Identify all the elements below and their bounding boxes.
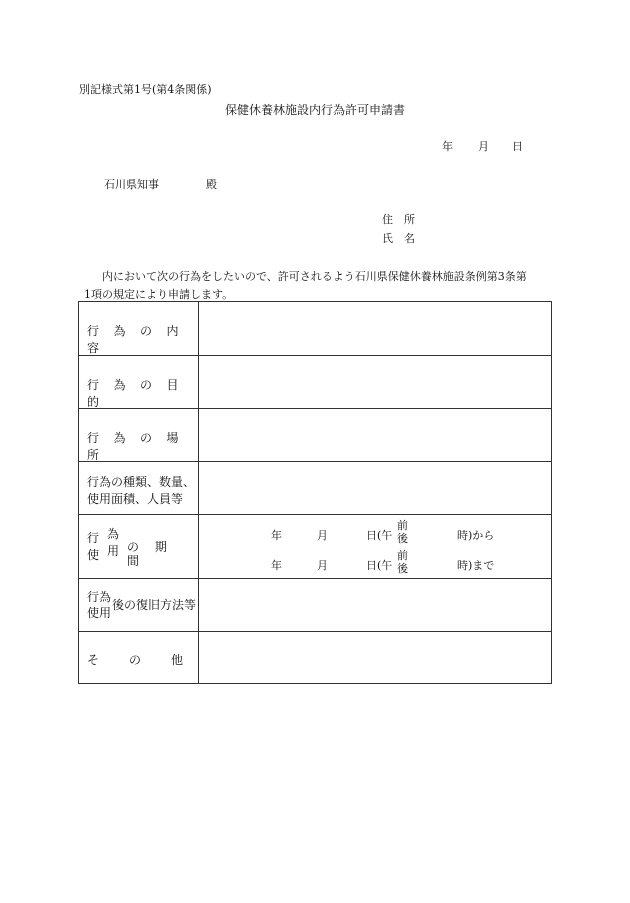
restore-label-suffix: 後の復旧方法等 bbox=[112, 598, 197, 612]
form-reference: 別記様式第1号(第4条関係) bbox=[79, 83, 212, 96]
period-to-day: 日(午 bbox=[366, 559, 393, 572]
date-year-label: 年 bbox=[442, 140, 453, 153]
row-label-kind-line2: 使用面積、人員等 bbox=[87, 492, 184, 506]
period-from-ampm-bottom: 後 bbox=[397, 532, 408, 545]
label-cell bbox=[79, 579, 199, 631]
row-label-place: 行為の場所 bbox=[87, 431, 194, 462]
label-cell bbox=[79, 409, 199, 461]
table-row-place bbox=[79, 409, 551, 462]
period-label-suffix: の 期 間 bbox=[127, 540, 173, 568]
period-from-suffix: 時)から bbox=[457, 529, 495, 542]
row-label-other: そ の 他 bbox=[87, 653, 186, 667]
table-row-content bbox=[79, 302, 551, 356]
body-text-line2: 1項の規定により申請します。 bbox=[84, 288, 234, 301]
table-row-kind bbox=[79, 462, 551, 515]
period-from-ampm-top: 前 bbox=[397, 519, 408, 532]
period-from-year: 年 bbox=[271, 529, 282, 542]
address-label: 住 所 bbox=[382, 213, 415, 226]
restore-label-bottom: 使用 bbox=[87, 606, 112, 620]
label-cell bbox=[79, 515, 199, 578]
label-cell bbox=[79, 462, 199, 514]
period-label-col2-top: 為 bbox=[107, 527, 120, 541]
period-to-year: 年 bbox=[271, 559, 282, 572]
table-row-purpose bbox=[79, 356, 551, 409]
label-cell bbox=[79, 302, 199, 355]
period-label-col1-top: 行 bbox=[87, 531, 100, 545]
label-cell bbox=[79, 632, 199, 683]
honorific: 殿 bbox=[206, 178, 217, 191]
label-cell bbox=[79, 356, 199, 408]
period-label-col2-bottom: 用 bbox=[107, 544, 120, 558]
period-from-month: 月 bbox=[317, 529, 328, 542]
row-label-content: 行為の内容 bbox=[87, 324, 194, 355]
row-label-purpose: 行為の目的 bbox=[87, 378, 194, 409]
table-row-other bbox=[79, 632, 551, 683]
application-table bbox=[78, 301, 552, 684]
restore-label-top: 行為 bbox=[87, 590, 112, 604]
row-label-kind-line1: 行為の種類、数量、 bbox=[87, 475, 196, 489]
date-day-label: 日 bbox=[512, 140, 523, 153]
period-to-ampm-top: 前 bbox=[397, 549, 408, 562]
document-title: 保健休養林施設内行為許可申請書 bbox=[225, 103, 406, 117]
period-from-day: 日(午 bbox=[366, 529, 393, 542]
table-row-restore bbox=[79, 579, 551, 632]
addressee: 石川県知事 bbox=[104, 178, 159, 191]
period-label-col1-bottom: 使 bbox=[87, 548, 100, 562]
name-label: 氏 名 bbox=[382, 232, 415, 245]
period-to-month: 月 bbox=[317, 559, 328, 572]
date-month-label: 月 bbox=[478, 140, 489, 153]
period-to-suffix: 時)まで bbox=[457, 559, 495, 572]
body-text-line1: 内において次の行為をしたいので、許可されるよう石川県保健休養林施設条例第3条第 bbox=[102, 270, 527, 283]
period-to-ampm-bottom: 後 bbox=[397, 562, 408, 575]
table-row-period bbox=[79, 515, 551, 579]
